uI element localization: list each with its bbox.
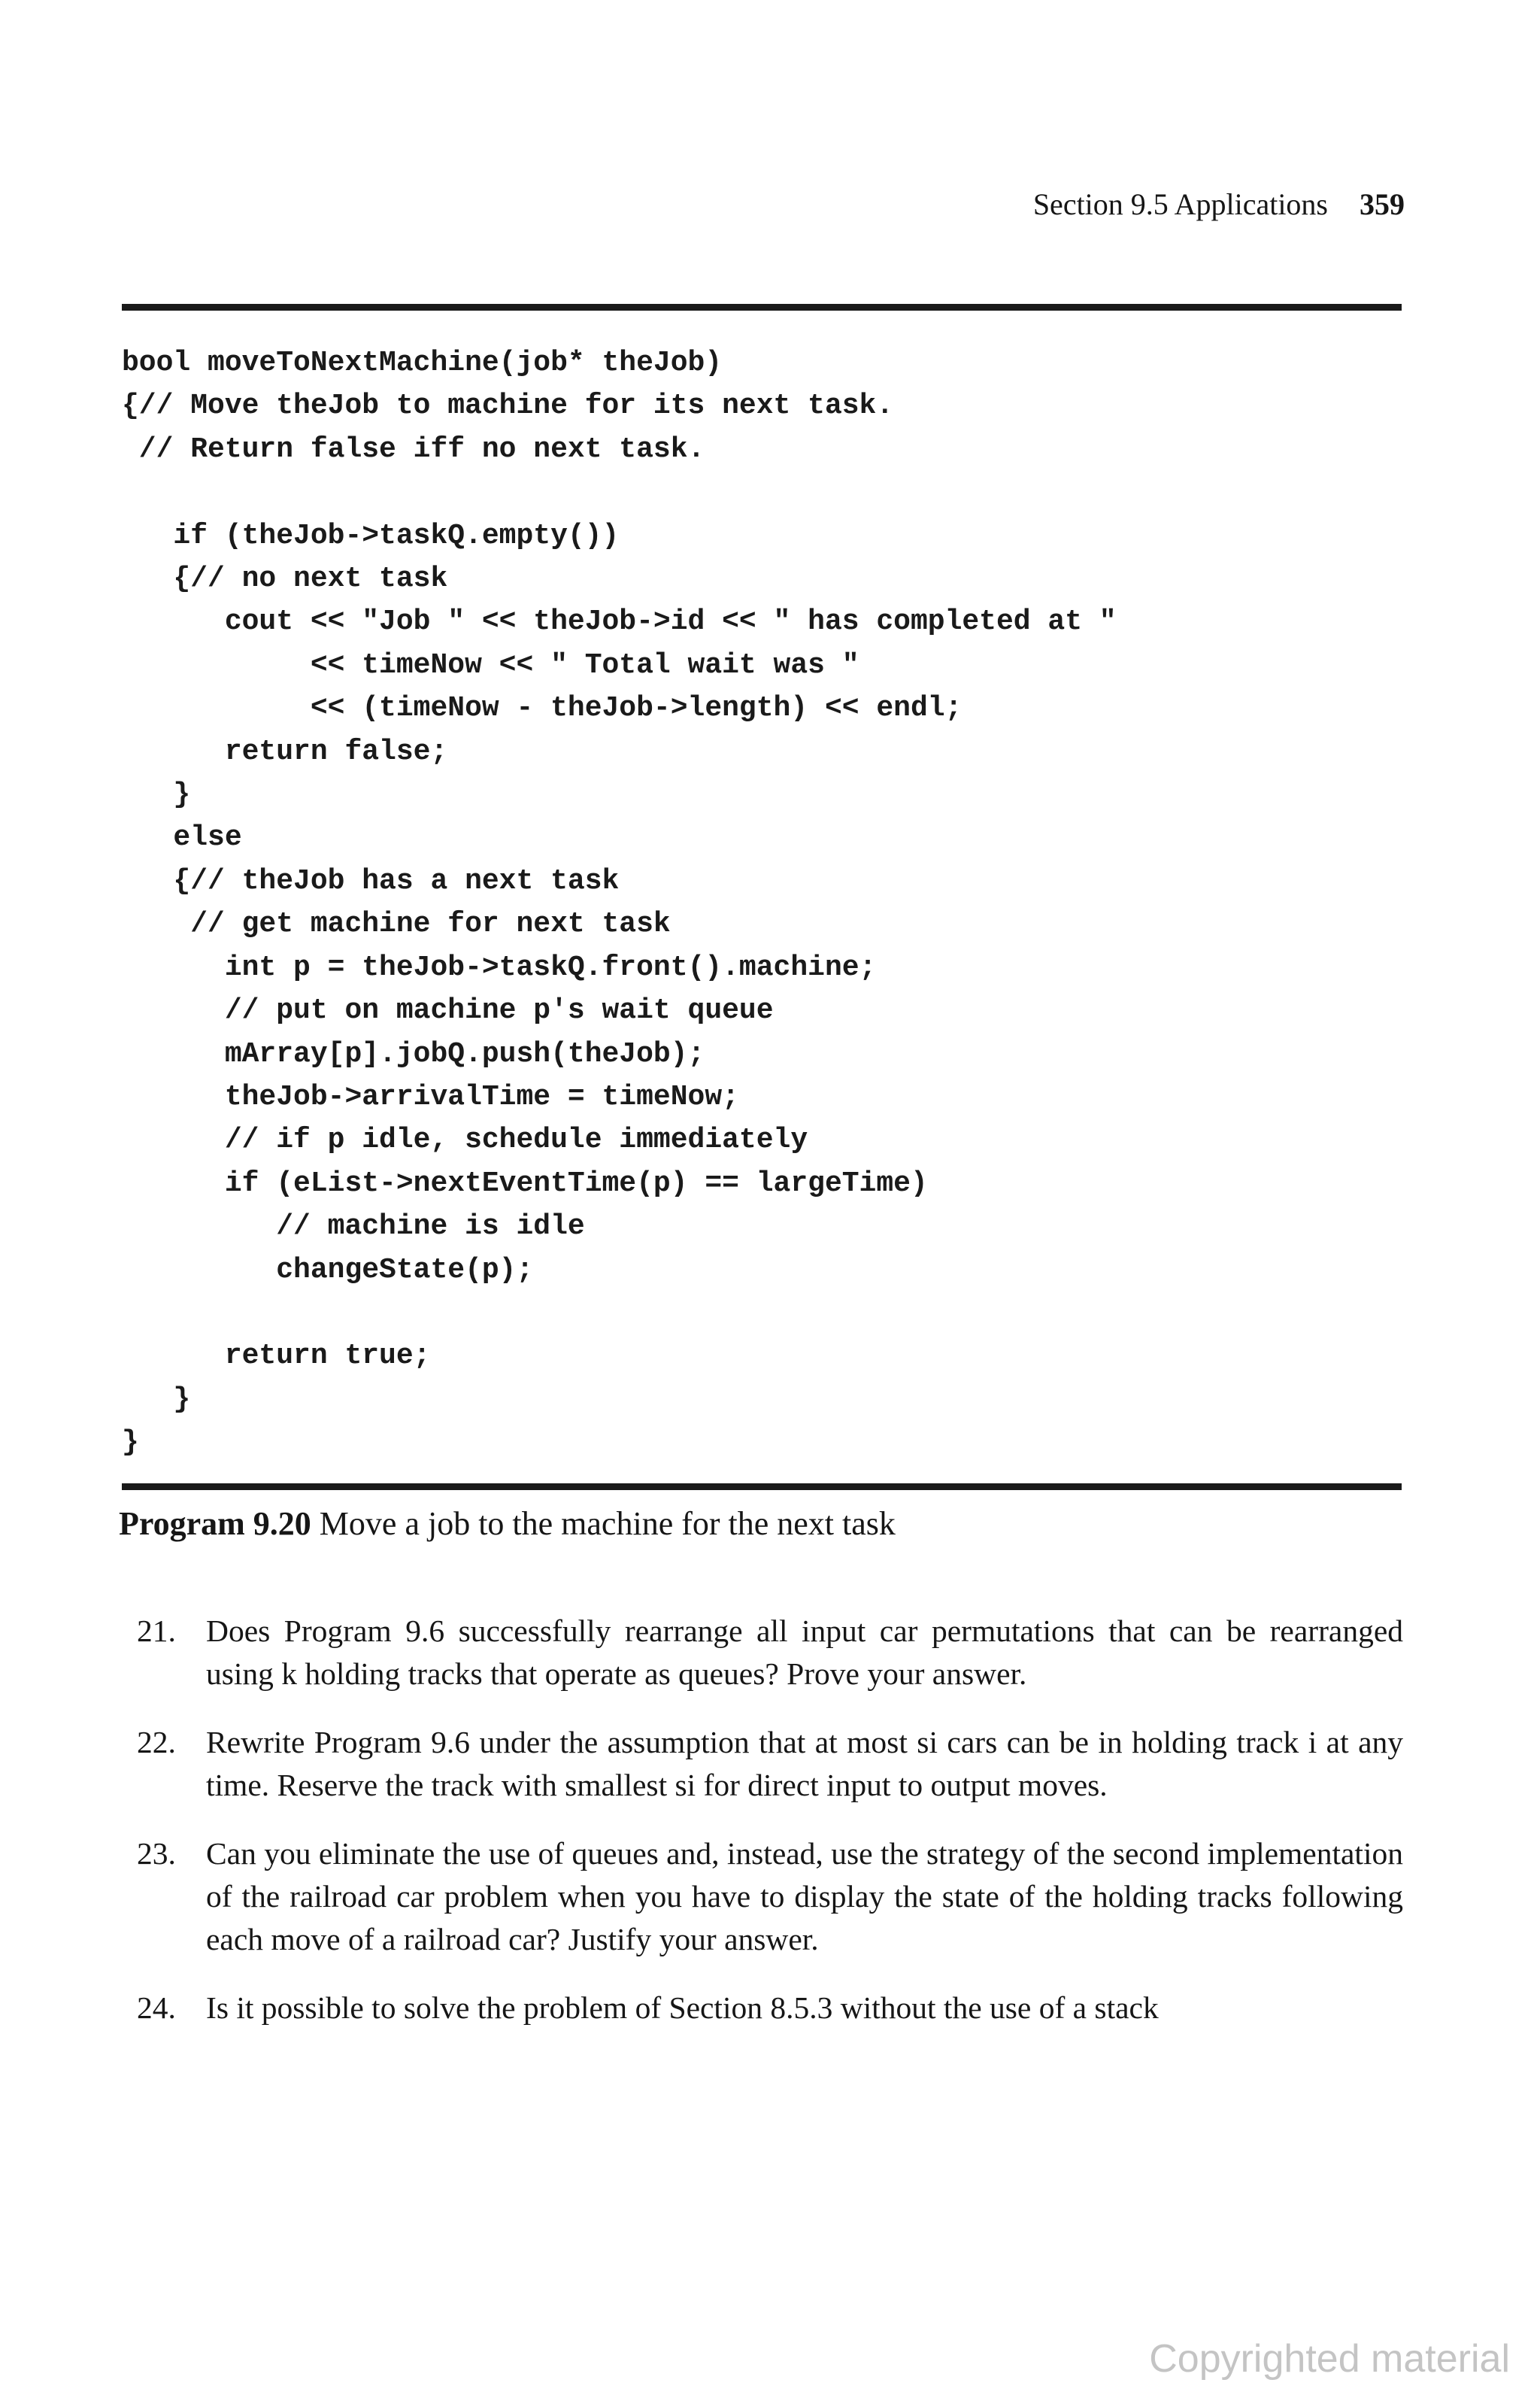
program-caption: [119, 1504, 896, 1543]
code-line: mArray[p].jobQ.push(theJob);: [122, 1037, 705, 1070]
code-line: if (theJob->taskQ.empty()): [122, 519, 620, 552]
code-line: bool moveToNextMachine(job* theJob): [122, 347, 723, 379]
caption-text: Move a job to the machine for the next task: [319, 1505, 896, 1542]
section-title: Section 9.5 Applications: [1032, 187, 1328, 221]
code-line: {// no next task: [122, 563, 448, 596]
exercise-item: [137, 1832, 1403, 1961]
exercise-number: 23.: [137, 1836, 176, 1871]
code-line: return false;: [122, 735, 448, 768]
exercise-text: Rewrite Program 9.6 under the assumption that at most si cars can be in holding track i at any time. Reserve the track with smallest si for direct input to output moves.: [206, 1725, 1403, 1802]
code-line: {// Move theJob to machine for its next task.: [122, 390, 894, 423]
code-line: << timeNow << " Total wait was ": [122, 648, 859, 681]
code-line: // get machine for next task: [122, 908, 671, 941]
program-code-block: [122, 341, 1400, 1465]
exercise-item: [137, 1721, 1403, 1807]
code-line: theJob->arrivalTime = timeNow;: [122, 1080, 739, 1113]
code-line: else: [122, 821, 242, 854]
running-header: [1033, 187, 1405, 222]
code-line: {// theJob has a next task: [122, 864, 620, 897]
code-line: // Return false iff no next task.: [122, 433, 705, 466]
code-line: }: [122, 779, 191, 812]
code-line: // put on machine p's wait queue: [122, 994, 774, 1027]
caption-label: Program 9.20: [119, 1505, 311, 1542]
exercise-text: Does Program 9.6 successfully rearrange all input car permutations that can be rearranged using k holding tracks that operate as queues? Prove your answer.: [206, 1613, 1403, 1691]
copyright-watermark: Copyrighted material: [1149, 2337, 1510, 2381]
page-number: 359: [1360, 187, 1405, 221]
code-line: << (timeNow - theJob->length) << endl;: [122, 692, 962, 725]
code-line: int p = theJob->taskQ.front().machine;: [122, 951, 877, 984]
code-line: changeState(p);: [122, 1253, 534, 1286]
code-line: // machine is idle: [122, 1210, 585, 1243]
code-line: return true;: [122, 1340, 431, 1373]
program-bottom-rule: [122, 1483, 1402, 1490]
exercise-text: Can you eliminate the use of queues and, instead, use the strategy of the second implementation of the railroad car problem when you have to display the state of the holding tracks following each move of a railroad car? Justify your answer.: [206, 1836, 1403, 1956]
code-line: // if p idle, schedule immediately: [122, 1124, 808, 1157]
exercise-item: [137, 1610, 1403, 1695]
program-top-rule: [122, 304, 1402, 311]
code-line: }: [122, 1426, 139, 1459]
code-line: if (eList->nextEventTime(p) == largeTime): [122, 1167, 928, 1200]
code-line: cout << "Job " << theJob->id << " has completed at ": [122, 606, 1117, 639]
code-line: }: [122, 1383, 191, 1416]
exercise-item: [137, 1987, 1403, 2029]
exercise-number: 24.: [137, 1990, 176, 2025]
exercise-number: 22.: [137, 1725, 176, 1759]
exercise-text: Is it possible to solve the problem of Section 8.5.3 without the use of a stack: [206, 1990, 1159, 2025]
exercise-list: [137, 1610, 1403, 2055]
exercise-number: 21.: [137, 1613, 176, 1648]
